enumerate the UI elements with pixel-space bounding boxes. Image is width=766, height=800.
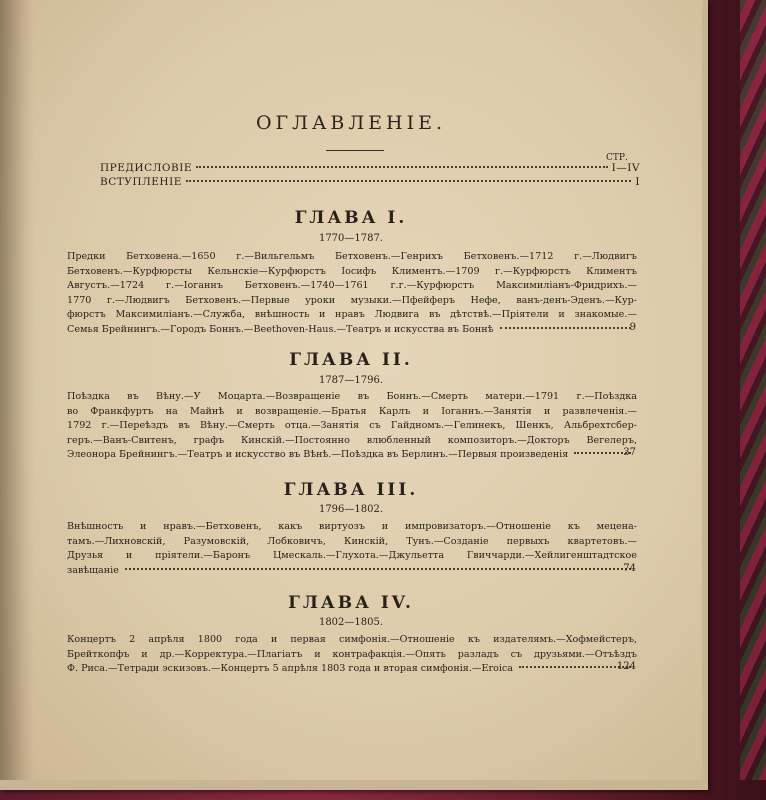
chapter-years: 1802—1805. [318,617,384,628]
summary-line: Внѣшность и нравъ.—Бетховенъ, какъ виртуозъ и импровизаторъ.—Отношеніе къ мецена- [67,521,637,532]
summary-line: Элеонора Брейнингъ.—Театръ и искусство въ Вѣнѣ.—Поѣздка въ Берлинъ.—Первыя произведенія [67,449,569,460]
chapter-heading: ГЛАВА III. [283,480,419,500]
entry-page: I—IV [611,162,640,174]
chapter-page-number: 124 [616,661,636,672]
dot-leader [186,180,631,182]
chapter-heading: ГЛАВА IV. [288,593,414,613]
chapter-heading: ГЛАВА II. [289,350,413,370]
summary-line: Ф. Риса.—Тетради эскизовъ.—Концертъ 5 апрѣля 1803 года и вторая симфонія.—Eroica [67,663,514,674]
chapter-page-number: 9 [629,322,636,333]
page-column-header: СТР. [606,153,628,163]
summary-line: Поѣздка въ Вѣну.—У Моцарта.—Возвращеніе въ Боннъ.—Смерть матери.—1791 г.—Поѣздка [67,391,637,402]
entry-page: I [635,176,640,188]
summary-line: Концертъ 2 апрѣля 1800 года и первая симфонія.—Отношеніе къ издателямъ.—Хофмейстеръ, [67,634,637,645]
chapter-summary [67,520,637,578]
summary-line: тамъ.—Лихновскій, Разумовскій, Лобковичъ, Кинскій, Тунъ.—Созданіе первыхъ квартетовъ.— [67,535,637,547]
marbled-edge [740,0,766,780]
summary-last-line [67,564,637,579]
chapter-summary [67,390,637,463]
summary-line: Брейткопфъ и др.—Корректура.—Плагіатъ и контрафакція.—Опять разладъ съ друзьями.—Отъѣздъ [67,648,637,660]
toc-entry-introduction [100,176,640,190]
chapter-years: 1787—1796. [318,375,384,386]
summary-line: Семья Брейнингъ.—Городъ Боннъ.—Beethoven-Haus.—Театръ и искусства въ Боннѣ [67,323,494,335]
summary-last-line [67,662,637,677]
entry-label: ПРЕДИСЛОВІЕ [100,162,193,174]
summary-line: Друзья и пріятели.—Баронъ Цмескаль.—Глухота.—Джульетта Гвиччарди.—Хейлигенштадтское [67,550,637,561]
chapter-heading: ГЛАВА I. [294,208,408,228]
chapter-summary [67,633,637,677]
summary-line: 1770 г.—Людвигъ Бетховенъ.—Первые уроки музыки.—Пфейферъ Нефе, ванъ-денъ-Эденъ.—Кур- [67,294,637,306]
dot-leader [125,568,631,570]
summary-line: фюрстъ Максимиліанъ.—Служба, внѣшность и нравъ Людвига въ дѣтствѣ.—Пріятели и знакомые.— [67,309,637,320]
summary-line: Августъ.—1724 г.—Іоганнъ Бетховенъ.—1740—1761 г.г.—Курфюрстъ Максимиліанъ-Фридрихъ.— [67,280,637,291]
chapter-page-number: 37 [623,447,636,458]
chapter-summary [67,250,637,337]
chapter-years: 1796—1802. [318,504,384,515]
summary-line: геръ.—Ванъ-Свитенъ, графъ Кинскій.—Постоянно влюбленный композиторъ.—Докторъ Вегелеръ, [67,434,637,446]
summary-line: Бетховенъ.—Курфюрсты Кельнскіе—Курфюрстъ Іосифъ Климентъ.—1709 г.—Курфюрстъ Климентъ [67,265,637,277]
chapter-years: 1770—1787. [318,233,384,244]
entry-label: ВСТУПЛЕНІЕ [100,176,182,188]
summary-line: завѣщаніе [67,564,119,576]
summary-line: 1792 г.—Переѣздъ въ Вѣну.—Смерть отца.—Занятія съ Гайдномъ.—Гелинекъ, Шенкъ, Альбрехтсбер- [67,420,637,431]
dot-leader [196,166,608,168]
summary-last-line [67,448,637,463]
summary-line: Предки Бетховена.—1650 г.—Вильгельмъ Бетховенъ.—Генрихъ Бетховенъ.—1712 г.—Людвигъ [67,251,637,262]
title-rule [326,150,384,151]
summary-line: во Франкфуртъ на Майнѣ и возвращеніе.—Братья Карлъ и Іоганнъ.—Занятія и развлеченія.— [67,405,637,417]
toc-entry-preface [100,162,640,176]
toc-title: ОГЛАВЛЕНІЕ. [255,112,447,134]
chapter-page-number: 74 [623,563,636,574]
summary-last-line [67,323,637,338]
